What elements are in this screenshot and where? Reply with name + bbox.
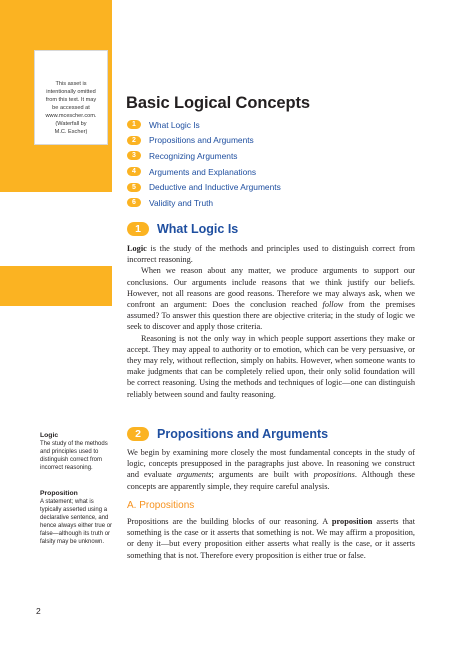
toc-number-badge: 6 [127,198,141,207]
toc-item[interactable] [127,148,281,164]
paragraph-text: ; arguments are built with [211,470,314,480]
glossary-term: Logic [40,432,59,439]
section-number-badge: 1 [127,222,149,236]
paragraph-text: from the premises assumed? To answer this question there are objective criteria; in the study of logic we seek to discover and apply those criteria. [127,300,415,332]
glossary-definition: A statement; what is typically asserted using a declarative sentence, and hence always either true or false—although its truth or falsity may be unknown. [40,499,113,545]
emphasis-text: propositions [313,470,355,480]
paragraph-text: When we reason about any matter, we produce arguments to support our conclusions. Our arguments include reasons that we think justify our beliefs. However, not all reasons are good reasons. Therefore we may always ask, when we confront an argument: Does the conclusion reached [127,266,415,310]
toc-item[interactable] [127,195,281,211]
section-heading-propositions-and-arguments [127,427,328,441]
toc-item[interactable] [127,164,281,180]
toc-number-badge: 2 [127,136,141,145]
toc-number-badge: 4 [127,167,141,176]
toc-item-label: Validity and Truth [149,197,214,208]
chapter-contents [127,117,281,211]
toc-item[interactable] [127,117,281,133]
placeholder-line: be accessed at [52,105,90,111]
paragraph [127,447,415,492]
emphasis-text: arguments [176,470,212,480]
toc-item-label: Propositions and Arguments [149,135,254,146]
toc-item-label: Arguments and Explanations [149,166,257,177]
glossary-term: Proposition [40,490,78,497]
emphasis-text: follow [322,300,344,310]
placeholder-line: (Waterfall by [55,121,87,127]
paragraph-text: Propositions are the building blocks of our reasoning. A [127,517,332,526]
chapter-title: Basic Logical Concepts [126,94,310,112]
paragraph [127,243,415,265]
section-heading-what-logic-is [127,222,238,236]
paragraph [127,516,415,561]
paragraph [127,265,415,332]
toc-number-badge: 1 [127,120,141,129]
section-2-propositions-body [127,516,415,561]
section-2-intro [127,447,415,492]
toc-item[interactable] [127,179,281,195]
toc-item-label: What Logic Is [149,119,200,130]
placeholder-line: from this text. It may [45,97,97,103]
toc-item-label: Deductive and Inductive Arguments [149,182,281,193]
paragraph: Reasoning is not the only way in which people support assertions they make or accept. They may appeal to authority or to emotion, which can be very persuasive, or they may rely, without reflection, simply on habits. However, when someone wants to make judgments that can be completely relied upon, their only solid foundation will be correct reasoning. Using the methods and techniques of logic—one can distinguish reliably between sound and faulty reasoning. [127,333,415,399]
toc-item-label: Recognizing Arguments [149,150,238,161]
page-number: 2 [36,606,41,616]
section-title: Propositions and Arguments [157,427,329,441]
glossary-entry-proposition [40,490,114,546]
section-1-body [127,243,415,400]
subsection-heading-propositions: A. Propositions [127,500,195,511]
glossary-definition: The study of the methods and principles used to distinguish correct from incorrect reasoning. [40,441,108,471]
key-term: proposition [331,517,373,526]
paragraph-text: . Although these concepts are apparently simple, they require careful analysis. [127,470,415,491]
toc-item[interactable] [127,133,281,149]
placeholder-line: www.mcescher.com. [45,113,97,119]
section-title: What Logic Is [157,222,239,236]
toc-number-badge: 5 [127,183,141,192]
key-term: Logic [127,244,147,253]
placeholder-line: M.C. Escher) [54,129,88,135]
paragraph-text: asserts that something is the case or it asserts that something is not. We may affirm a proposition, or deny it—but every proposition either asserts what really is the case, or it asserts something that is not. Therefore every proposition is either true or false. [127,517,416,560]
toc-number-badge: 3 [127,151,141,160]
glossary-entry-logic [40,432,114,472]
paragraph-text: is the study of the methods and principles used to distinguish correct from incorrect reasoning. [127,244,415,265]
decorative-orange-bar-middle [0,266,112,306]
omitted-image-placeholder [34,50,108,145]
section-number-badge: 2 [127,427,149,441]
placeholder-line: This asset is [55,81,87,87]
paragraph-text: We begin by examining more closely the most fundamental concepts in the study of logic, concepts presupposed in the paragraphs just above. In reasoning we construct and evaluate [127,448,415,480]
placeholder-line: intentionally omitted [46,89,96,95]
